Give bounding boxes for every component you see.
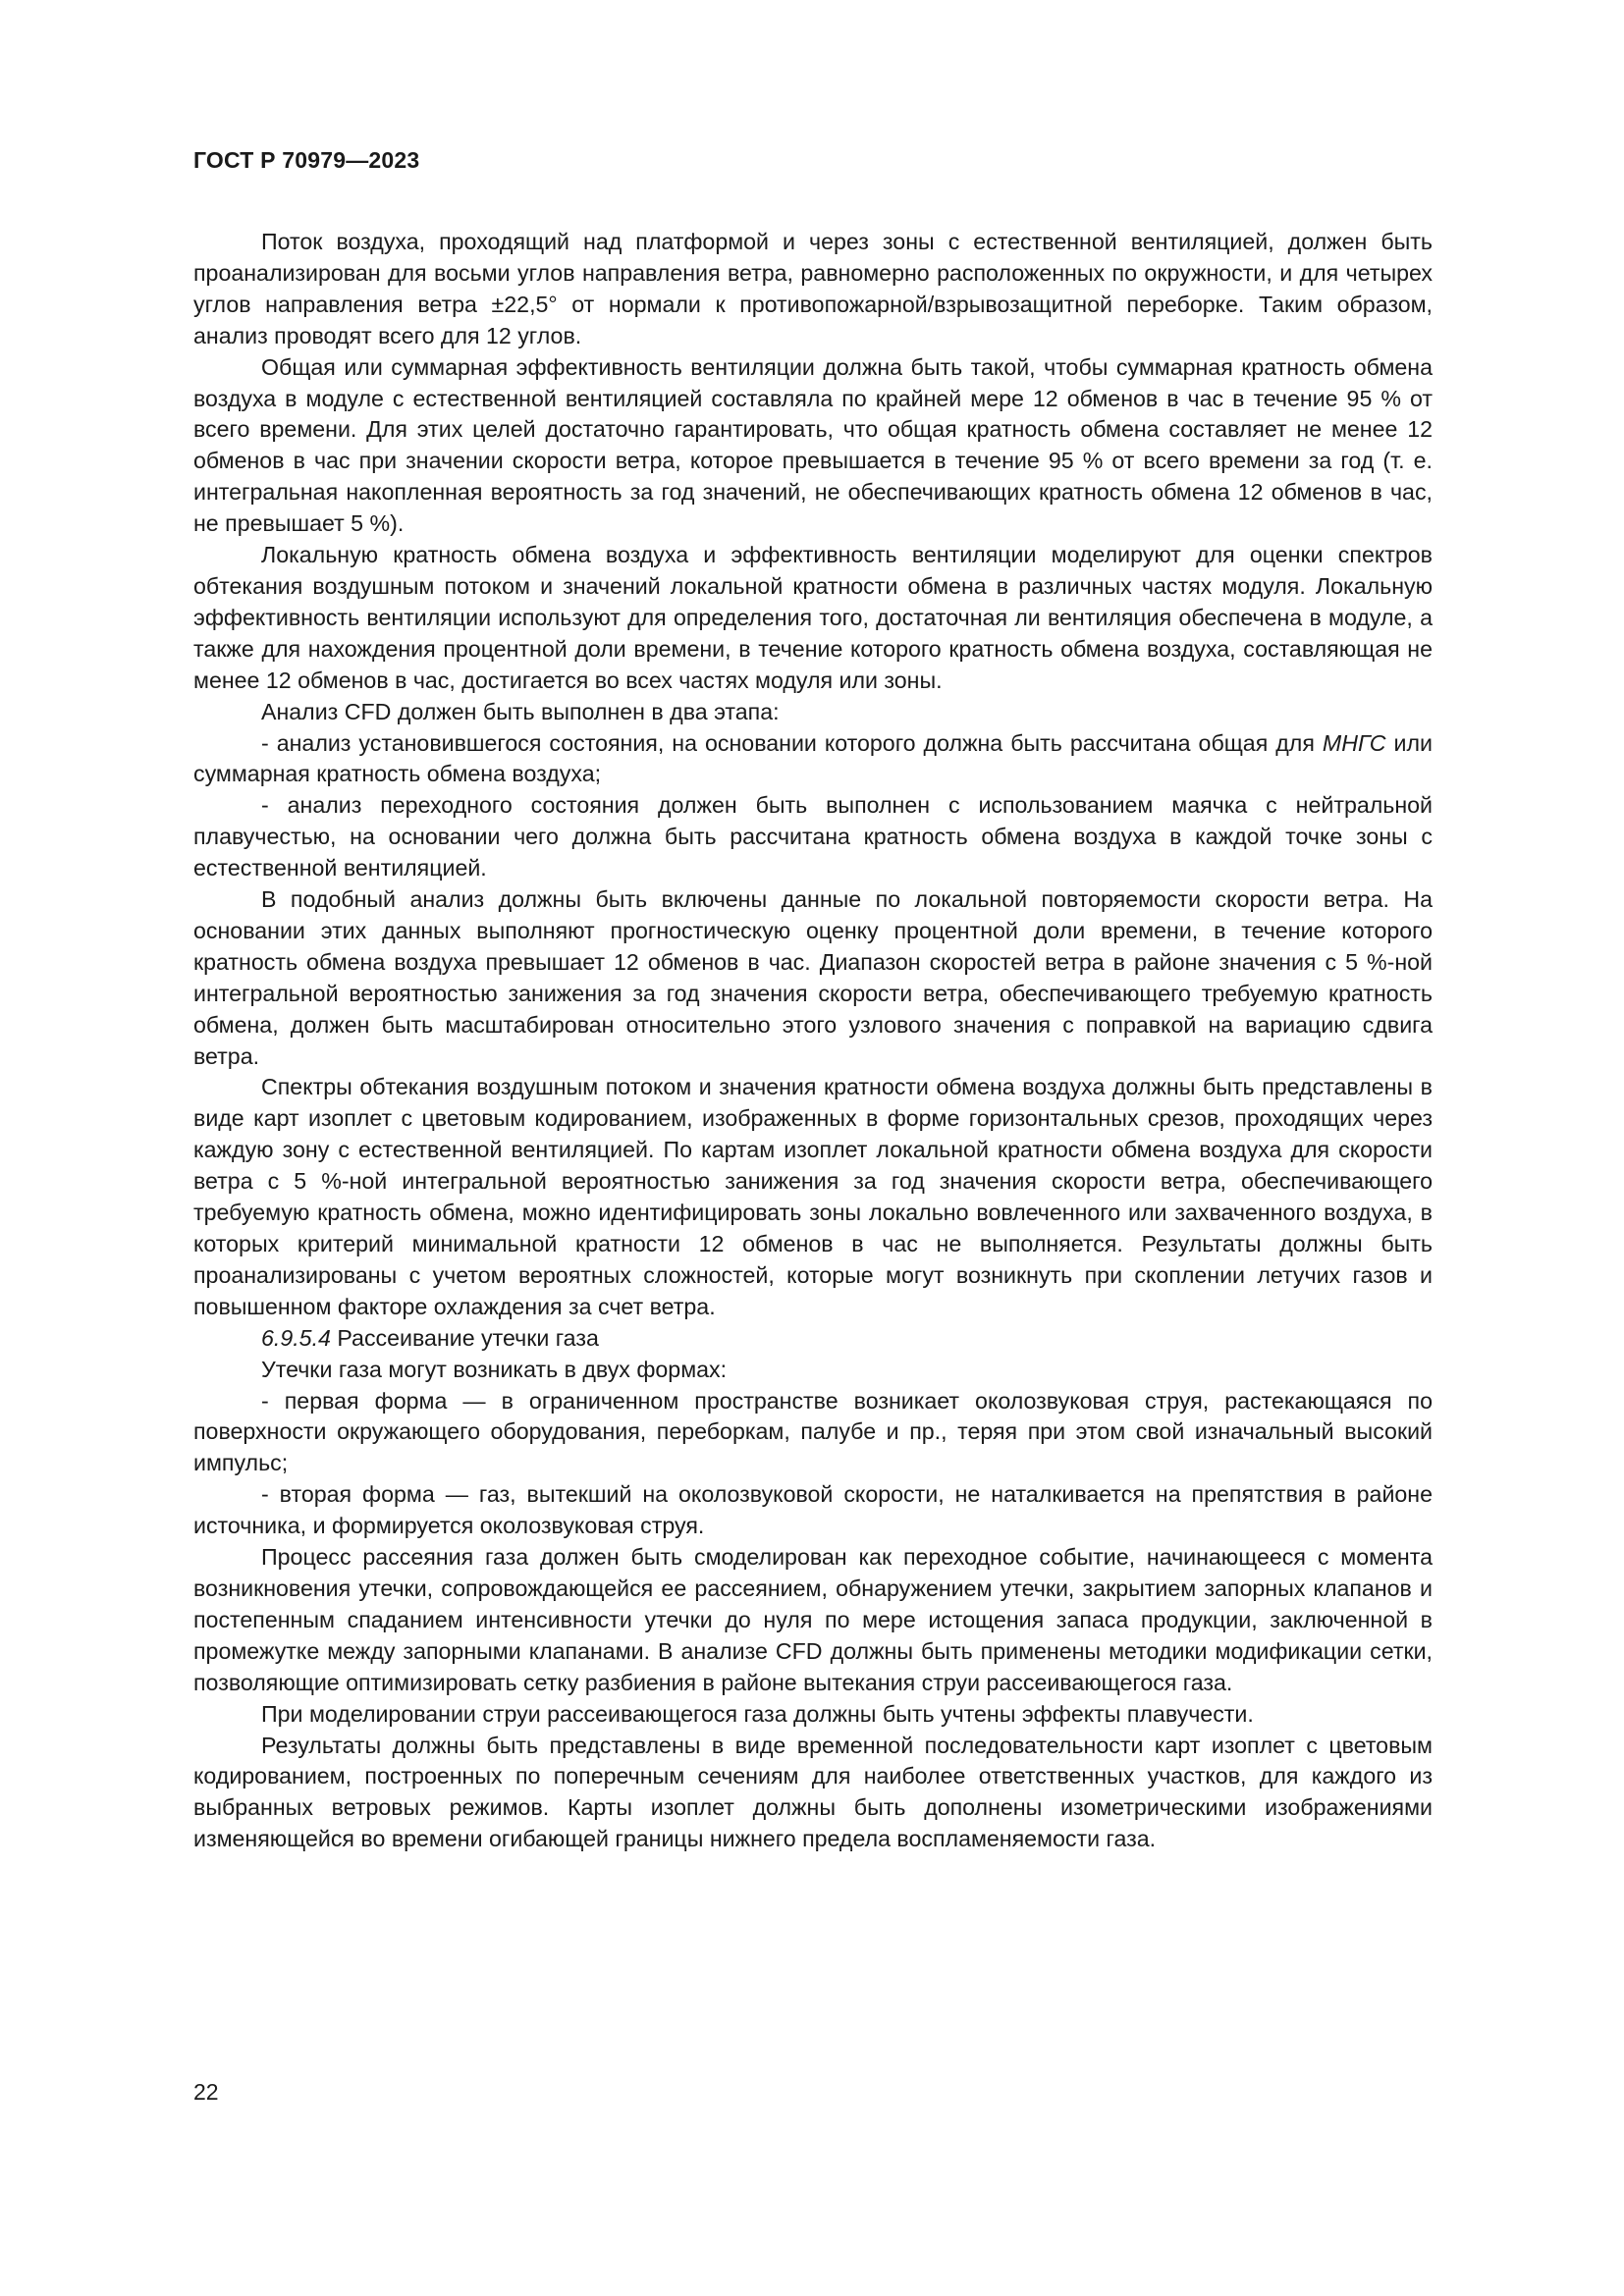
paragraph: Локальную кратность обмена воздуха и эффективность вентиляции моделируют для оценки спектров обтекания воздушным потоком и значений локальной кратности обмена в различных частях модуля. Локальную эффективность вентиляции используют для определения того, достаточная ли вентиляция обеспечена в модуле, а также для нахождения процентной доли времени, в течение которого кратность обмена воздуха, составляющая не менее 12 обменов в час, достигается во всех частях модуля или зоны. xyxy=(193,542,1433,693)
paragraph: Спектры обтекания воздушным потоком и значения кратности обмена воздуха должны быть представлены в виде карт изоплет с цветовым кодированием, изображенных в форме горизонтальных срезов, проходящих через каждую зону с естественной вентиляцией. По картам изоплет локальной кратности обмена воздуха для скорости ветра с 5 %-ной интегральной вероятностью занижения за год значения скорости ветра, обеспечивающего требуемую кратность обмена, можно идентифицировать зоны локально вовлеченного или захваченного воздуха, в которых критерий минимальной кратности 12 обменов в час не выполняется. Результаты должны быть проанализированы с учетом вероятных сложностей, которые могут возникнуть при скоплении летучих газов и повышенном факторе охлаждения за счет ветра. xyxy=(193,1074,1433,1319)
section-title: Рассеивание утечки газа xyxy=(330,1324,599,1351)
section-heading xyxy=(193,1323,1433,1355)
list-item: - вторая форма — газ, вытекший на околозвуковой скорости, не наталкивается на препятствия в районе источника, и формируется околозвуковая струя. xyxy=(193,1481,1433,1539)
paragraph: Процесс рассеяния газа должен быть смоделирован как переходное событие, начинающееся с момента возникновения утечки, сопровождающейся ее рассеянием, обнаружением утечки, закрытием запорных клапанов и постепенным спаданием интенсивности утечки до нуля по мере истощения запаса продукции, заключенной в промежутке между запорными клапанами. В анализе CFD должны быть применены методики модификации сетки, позволяющие оптимизировать сетку разбиения в районе вытекания струи рассеивающегося газа. xyxy=(193,1544,1433,1695)
list-item: - первая форма — в ограниченном пространстве возникает околозвуковая струя, растекающаяся по поверхности окружающего оборудования, переборкам, палубе и пр., теряя при этом свой изначальный высокий импульс; xyxy=(193,1387,1433,1476)
list-item-text: - анализ установившегося состояния, на основании которого должна быть рассчитана общая для xyxy=(261,729,1315,756)
paragraph: Анализ CFD должен быть выполнен в два этапа: xyxy=(261,698,780,724)
list-item xyxy=(193,728,1433,791)
paragraph: Поток воздуха, проходящий над платформой и через зоны с естественной вентиляцией, должен быть проанализирован для восьми углов направления ветра, равномерно расположенных по окружности, и для четырех углов направления ветра ±22,5° от нормали к противопожарной/взрывозащитной переборке. Таким образом, анализ проводят всего для 12 углов. xyxy=(193,229,1433,348)
paragraph: Утечки газа могут возникать в двух формах: xyxy=(261,1356,728,1382)
list-item: - анализ переходного состояния должен быть выполнен с использованием маячка с нейтральной плавучестью, на основании чего должна быть рассчитана кратность обмена воздуха в каждой точке зоны с естественной вентиляцией. xyxy=(193,792,1433,881)
abbreviation-italic: МНГС xyxy=(1322,729,1386,756)
document-body xyxy=(193,227,1433,1855)
section-number: 6.9.5.4 xyxy=(261,1324,331,1351)
paragraph: Результаты должны быть представлены в виде временной последовательности карт изоплет с цветовым кодированием, построенных по поперечным сечениям для наиболее ответственных участков, для каждого из выбранных ветровых режимов. Карты изоплет должны быть дополнены изометрическими изображениями изменяющейся во времени огибающей границы нижнего предела воспламеняемости газа. xyxy=(193,1732,1433,1852)
page-number: 22 xyxy=(193,2079,219,2105)
paragraph: Общая или суммарная эффективность вентиляции должна быть такой, чтобы суммарная кратность обмена воздуха в модуле с естественной вентиляцией составляла по крайней мере 12 обменов в час в течение 95 % от всего времени. Для этих целей достаточно гарантировать, что общая кратность обмена составляет не менее 12 обменов в час при значении скорости ветра, которое превышается в течение 95 % от всего времени за год (т. е. интегральная накопленная вероятность за год значений, не обеспечивающих кратность обмена 12 обменов в час, не превышает 5 %). xyxy=(193,353,1433,537)
list-item-tail: или суммарная кратность обмена воздуха; xyxy=(193,729,1433,787)
paragraph: При моделировании струи рассеивающегося газа должны быть учтены эффекты плавучести. xyxy=(261,1700,1254,1727)
paragraph: В подобный анализ должны быть включены данные по локальной повторяемости скорости ветра. На основании этих данных выполняют прогностическую оценку процентной доли времени, в течение которого кратность обмена воздуха превышает 12 обменов в час. Диапазон скоростей ветра в районе значения с 5 %-ной интегральной вероятностью занижения за год значения скорости ветра, обеспечивающего требуемую кратность обмена, должен быть масштабирован относительно этого узлового значения с поправкой на вариацию сдвига ветра. xyxy=(193,886,1433,1069)
document-code-header: ГОСТ Р 70979—2023 xyxy=(193,147,420,173)
